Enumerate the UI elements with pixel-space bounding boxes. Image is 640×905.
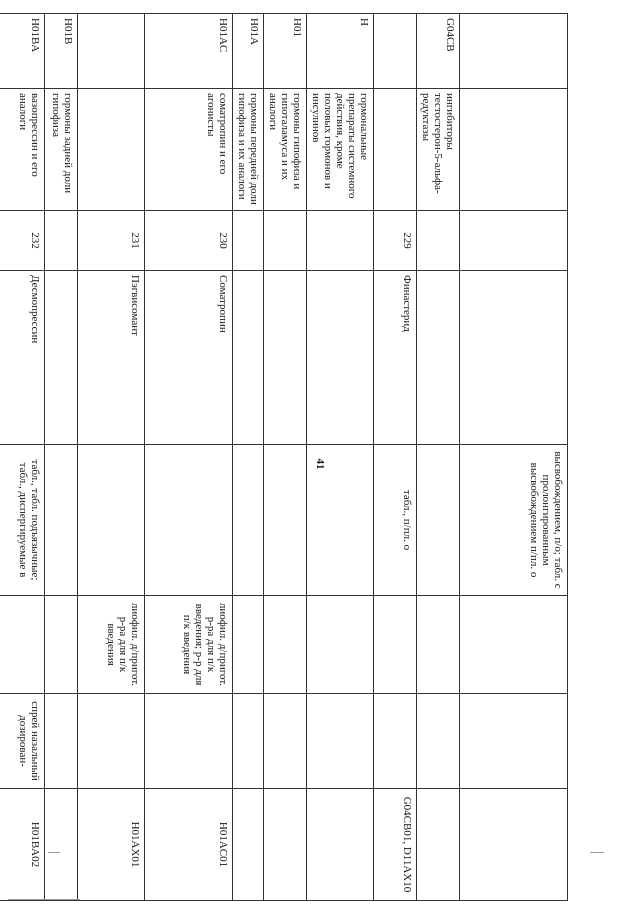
cell-code [78, 14, 145, 89]
cell-name: гормоны передней доли гипофиза и их аналоги [233, 89, 264, 211]
cell-form1: табл., табл. подъязычные; табл., диспергируемые в [0, 445, 45, 596]
cell-name [78, 89, 145, 211]
cell-form1 [45, 445, 78, 596]
cell-form2 [264, 596, 307, 694]
cell-num [460, 211, 568, 271]
cell-form3 [307, 694, 374, 789]
table-row [145, 14, 233, 901]
cell-form2 [233, 596, 264, 694]
cell-num [417, 211, 460, 271]
cell-form2 [307, 596, 374, 694]
table-row [374, 14, 417, 901]
page-number: 41 [314, 458, 326, 470]
table-row [307, 14, 374, 901]
table-row [460, 14, 568, 901]
cell-form2: лиофил. д/пригот. р-ра для п/к введения; р-р для п/к введения [145, 596, 233, 694]
cell-atc [417, 789, 460, 901]
cell-form1 [264, 445, 307, 596]
cell-num: 230 [145, 211, 233, 271]
cell-code: H01BA [0, 14, 45, 89]
cell-drug [460, 271, 568, 445]
cell-name: ингибиторы тестостерон-5-альфа-редуктазы [417, 89, 460, 211]
cell-drug: Соматропин [145, 271, 233, 445]
cell-name: гормональные препараты системного действия, кроме половых гормонов и инсулинов [307, 89, 374, 211]
cell-name: соматропин и его агонисты [145, 89, 233, 211]
cell-form1 [78, 445, 145, 596]
cell-form1 [145, 445, 233, 596]
cell-form1 [307, 445, 374, 596]
cell-code: H01 [264, 14, 307, 89]
cell-form3 [417, 694, 460, 789]
margin-mark [590, 852, 604, 853]
cell-form3: спрей назальный дозирован- [0, 694, 45, 789]
cell-form3 [78, 694, 145, 789]
cell-atc [460, 789, 568, 901]
rotated-table-container [17, 13, 568, 900]
cell-name: вазопрессин и его аналоги [0, 89, 45, 211]
cell-code [460, 14, 568, 89]
cell-form2 [0, 596, 45, 694]
cell-drug: Финастерид [374, 271, 417, 445]
cell-drug [264, 271, 307, 445]
cell-drug [233, 271, 264, 445]
cell-atc [307, 789, 374, 901]
cell-code: H01AC [145, 14, 233, 89]
cell-form3 [264, 694, 307, 789]
cell-code: H01A [233, 14, 264, 89]
cell-code: H01B [45, 14, 78, 89]
cell-form2 [45, 596, 78, 694]
cell-name: гормоны гипофиза и гипоталамуса и их аналоги [264, 89, 307, 211]
table-row [78, 14, 145, 901]
cell-num [233, 211, 264, 271]
cell-form1: табл., п/пл. о [374, 445, 417, 596]
cell-num: 229 [374, 211, 417, 271]
cell-form3 [460, 694, 568, 789]
cell-form2: лиофил. д/пригот. р-ра для п/к введения [78, 596, 145, 694]
margin-mark [8, 899, 80, 900]
cell-name [460, 89, 568, 211]
cell-form1 [233, 445, 264, 596]
cell-form2 [417, 596, 460, 694]
cell-form2 [374, 596, 417, 694]
cell-code: G04CB [417, 14, 460, 89]
margin-mark [48, 852, 60, 853]
cell-form3 [45, 694, 78, 789]
cell-drug: Десмопрессин [0, 271, 45, 445]
cell-drug [45, 271, 78, 445]
cell-form1 [417, 445, 460, 596]
cell-drug [307, 271, 374, 445]
drug-list-table [0, 13, 568, 901]
cell-num [307, 211, 374, 271]
cell-atc: H01BA02 [0, 789, 45, 901]
cell-atc [45, 789, 78, 901]
cell-name [374, 89, 417, 211]
cell-atc: H01AX01 [78, 789, 145, 901]
table-row [45, 14, 78, 901]
cell-name: гормоны задней доли гипофиза [45, 89, 78, 211]
table-row [233, 14, 264, 901]
cell-atc [264, 789, 307, 901]
cell-code [374, 14, 417, 89]
cell-drug [417, 271, 460, 445]
cell-atc: H01AC01 [145, 789, 233, 901]
cell-num [264, 211, 307, 271]
cell-form3 [374, 694, 417, 789]
cell-code: H [307, 14, 374, 89]
cell-form3 [233, 694, 264, 789]
cell-form1: высвобождением, п/о; табл. с пролонгированным высвобождением п/пл. о [460, 445, 568, 596]
table-row [0, 14, 45, 901]
cell-atc: G04CB01, D11AX10 [374, 789, 417, 901]
cell-num: 231 [78, 211, 145, 271]
table-row [264, 14, 307, 901]
table-row [417, 14, 460, 901]
cell-form3 [145, 694, 233, 789]
cell-num: 232 [0, 211, 45, 271]
cell-form2 [460, 596, 568, 694]
cell-drug: Пэгвисомант [78, 271, 145, 445]
cell-num [45, 211, 78, 271]
cell-atc [233, 789, 264, 901]
